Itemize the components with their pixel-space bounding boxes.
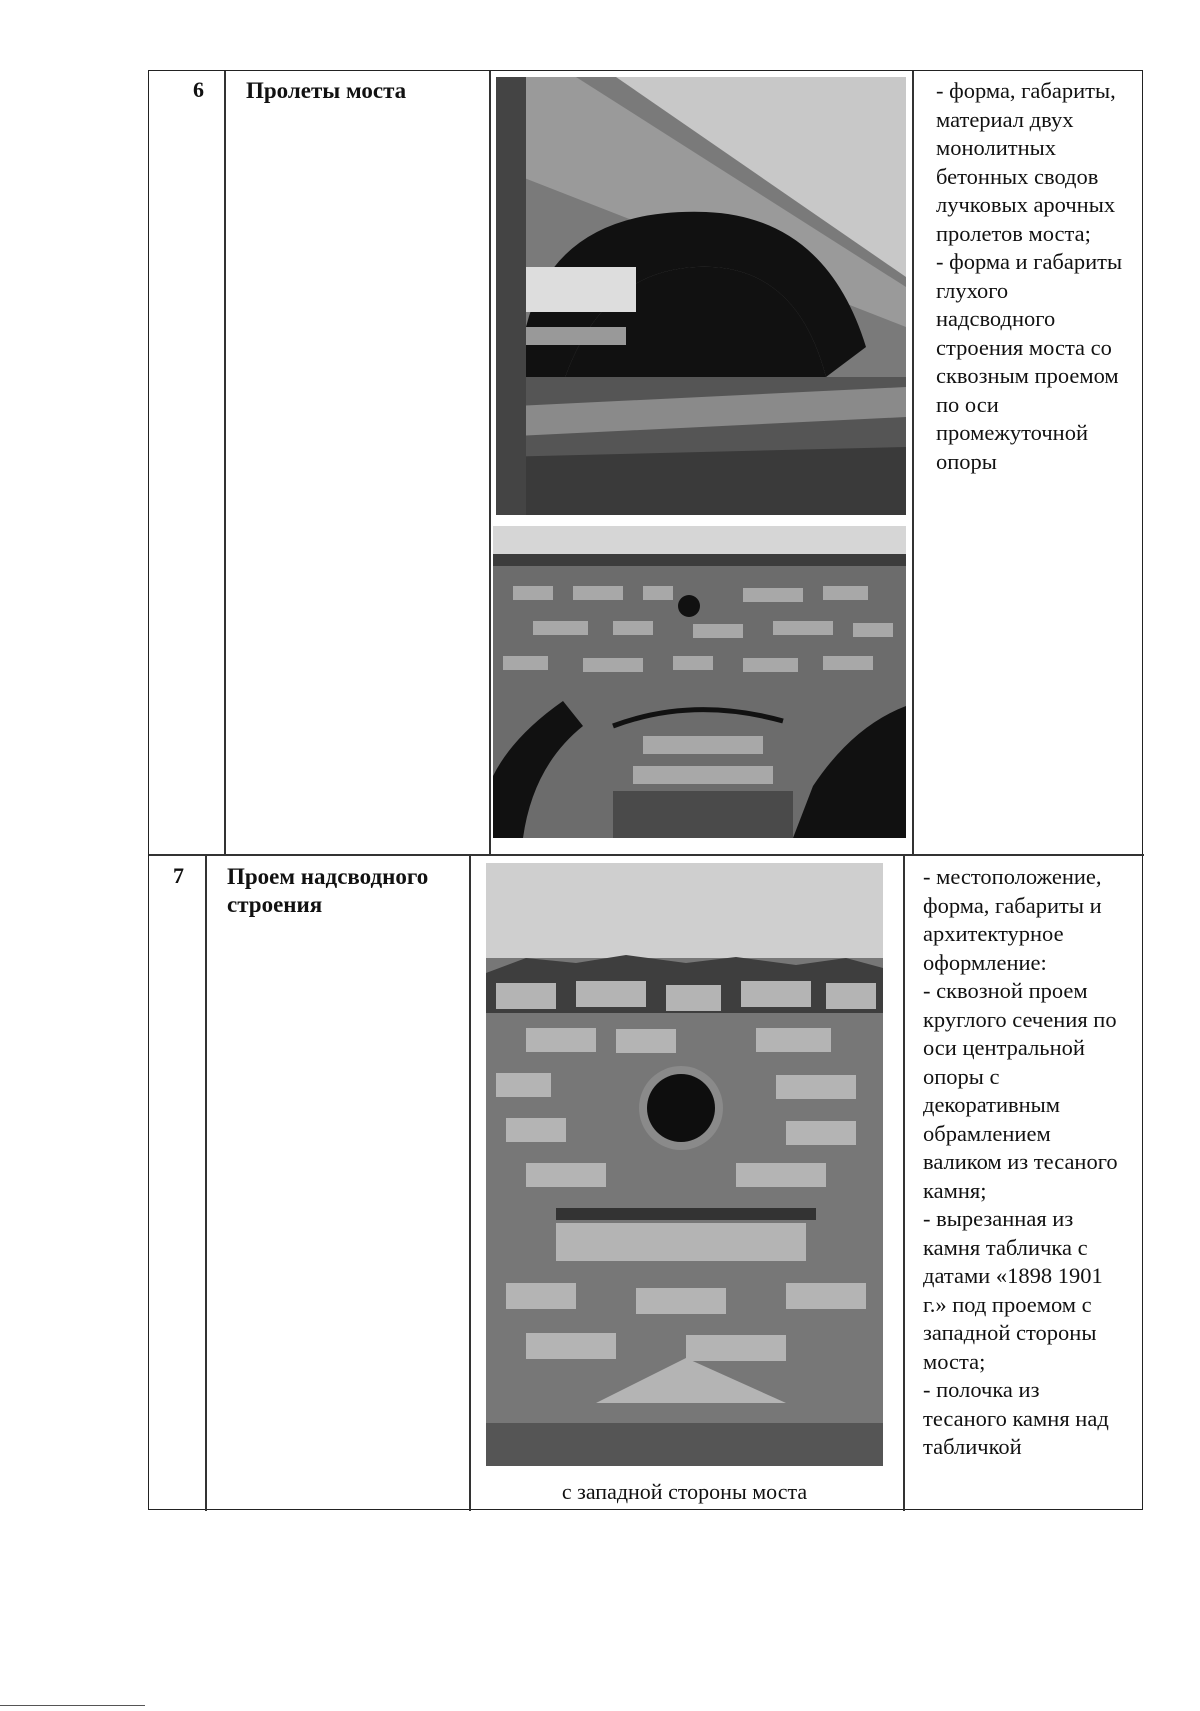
column-divider [205, 854, 207, 1511]
element-name-line: Проем надсводного [227, 864, 429, 889]
description-line: камня табличка с [923, 1234, 1088, 1260]
description-line: глухого [936, 277, 1009, 303]
description-line: валиком из тесаного [923, 1149, 1118, 1174]
description-line: опоры с [923, 1063, 1000, 1089]
description-line: материал двух [936, 106, 1074, 132]
description-line: пролетов моста; [936, 220, 1091, 246]
description-line: надсводного [936, 306, 1056, 331]
description-line: - сквозной проем [923, 978, 1088, 1003]
description-line: по оси [936, 391, 999, 417]
document-table [148, 70, 1143, 1510]
element-description [936, 77, 1146, 476]
description-line: форма, габариты и [923, 892, 1102, 918]
column-divider [903, 854, 905, 1511]
description-line: табличкой [923, 1434, 1022, 1459]
description-line: обрамлением [923, 1120, 1051, 1146]
description-line: моста; [923, 1348, 986, 1374]
element-name: Пролеты моста [246, 78, 407, 103]
photo-caption: с западной стороны моста [561, 1479, 808, 1504]
photo-spandrel-opening [486, 863, 883, 1466]
description-line: оси центральной [923, 1035, 1085, 1060]
description-line: бетонных сводов [936, 163, 1099, 189]
description-line: датами «1898 1901 [923, 1263, 1103, 1288]
description-line: архитектурное [923, 921, 1064, 946]
description-line: опоры [936, 448, 997, 474]
row-number: 6 [193, 77, 204, 102]
element-name-line: строения [227, 892, 323, 917]
description-line: оформление: [923, 949, 1047, 975]
description-line: г.» под проемом с [923, 1291, 1092, 1317]
element-description [923, 863, 1133, 1462]
description-line: камня; [923, 1177, 987, 1203]
description-line: круглого сечения по [923, 1006, 1117, 1032]
column-divider [224, 71, 226, 854]
description-line: - полочка из [923, 1377, 1040, 1402]
photo-bridge-spandrel [493, 526, 906, 838]
description-line: - местоположение, [923, 864, 1102, 889]
column-divider [489, 71, 491, 854]
description-line: монолитных [936, 135, 1056, 160]
description-line: промежуточной [936, 420, 1088, 445]
description-line: - форма, габариты, [936, 78, 1116, 103]
description-line: тесаного камня над [923, 1405, 1109, 1431]
description-line: декоративным [923, 1092, 1061, 1117]
photo-bridge-arch [496, 77, 906, 515]
row-number: 7 [173, 863, 184, 888]
description-line: лучковых арочных [936, 192, 1116, 217]
row-divider [149, 854, 1144, 856]
element-name [227, 863, 428, 919]
column-divider [912, 71, 914, 854]
description-line: сквозным проемом [936, 363, 1119, 388]
description-line: строения моста со [936, 334, 1112, 360]
description-line: западной стороны [923, 1320, 1097, 1345]
footnote-separator [0, 1705, 145, 1706]
column-divider [469, 854, 471, 1511]
description-line: - вырезанная из [923, 1206, 1074, 1231]
description-line: - форма и габариты [936, 249, 1123, 274]
